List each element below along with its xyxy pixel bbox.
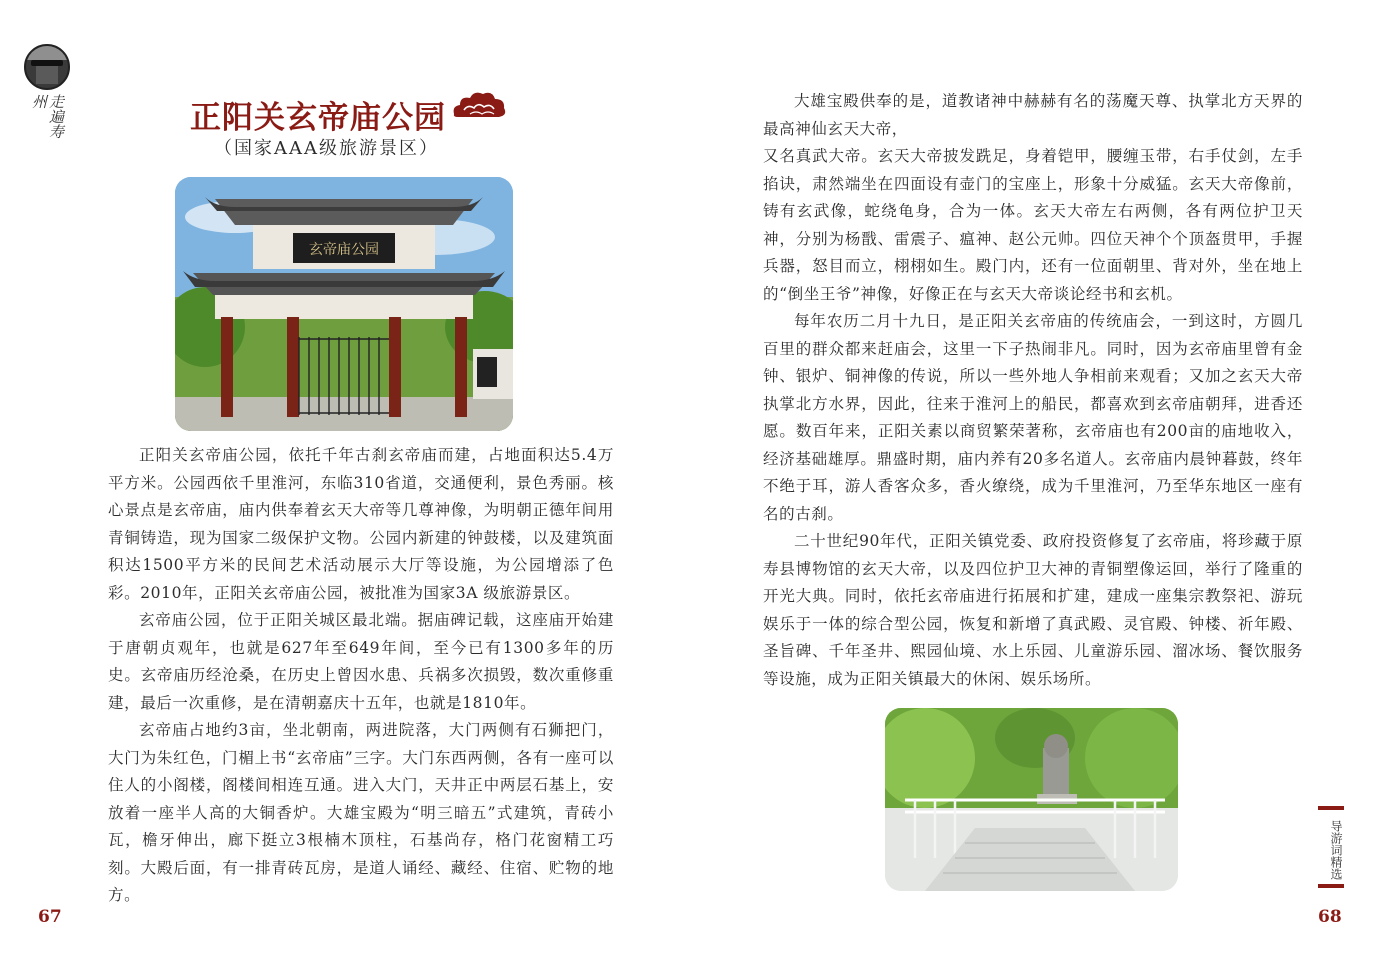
paragraph: 二十世纪90年代，正阳关镇党委、政府投资修复了玄帝庙，将珍藏于原寿县博物馆的玄天大帝，以及四位护卫大神的青铜塑像运回，举行了隆重的开光大典。同时，依托玄帝庙进行拓展和扩建，建成一座集宗教祭祀、游玩娱乐于一体的综合型公园，恢复和新增了真武殿、灵官殿、钟楼、祈年殿、圣旨碑、千年圣井、熙园仙境、水上乐园、儿童游乐园、溜冰场、餐饮服务等设施，成为正阳关镇最大的休闲、娱乐场所。 [763, 532, 1303, 688]
paragraph: 正阳关玄帝庙公园，依托千年古刹玄帝庙而建，占地面积达5.4万平方米。公园西依千里淮河，东临310省道，交通便利，景色秀丽。核心景点是玄帝庙，庙内供奉着玄天大帝等几尊神像，为明朝正德年间用青铜铸造，现为国家二级保护文物。公园内新建的钟鼓楼，以及建筑面积达1500平方米的民间艺术活动展示大厅等设施，为公园增添了色彩。2010年，正阳关玄帝庙公园，被批准为国家3A 级旅游景区。 [108, 446, 614, 602]
right-body-text [763, 88, 1303, 693]
temple-illustration [885, 708, 1178, 891]
page-title: 正阳关玄帝庙公园 [190, 100, 446, 136]
logo-text: 走遍寿州 [30, 94, 65, 139]
page-number-right: 68 [1318, 907, 1342, 927]
section-tab: 导游词精选 [1318, 806, 1344, 888]
page-number-left: 67 [38, 907, 62, 927]
logo-emblem [24, 44, 70, 90]
paragraph: 玄帝庙公园，位于正阳关城区最北端。据庙碑记载，这座庙开始建于唐朝贞观年，也就是627年至649年间，至今已有1300多年的历史。玄帝庙历经沧桑，在历史上曾因水患、兵祸多次损毁，数次重修重建，最后一次重修，是在清朝嘉庆十五年，也就是1810年。 [108, 611, 614, 712]
paragraph: 玄帝庙占地约3亩，坐北朝南，两进院落，大门两侧有石狮把门，大门为朱红色，门楣上书“玄帝庙”三字。大门东西两侧，各有一座可以住人的小阁楼，阁楼间相连互通。进入大门，天井正中两层石基上，安放着一座半人高的大铜香炉。大雄宝殿为“明三暗五”式建筑，青砖小瓦，檐牙伸出，廊下挺立3根楠木顶柱，石基尚存，格门花窗精工巧刻。大殿后面，有一排青砖瓦房，是道人诵经、藏经、住宿、贮物的地方。 [108, 721, 614, 904]
paragraph: 又名真武大帝。玄天大帝披发跣足，身着铠甲，腰缠玉带，右手仗剑，左手掐诀，肃然端坐在四面设有壶门的宝座上，形象十分威猛。玄天大帝像前，铸有玄武像，蛇绕龟身，合为一体。玄天大帝左右两侧，各有两位护卫天神，分别为杨戬、雷震子、瘟神、赵公元帅。四位天神个个顶盔贯甲，手握兵器，怒目而立，栩栩如生。殿门内，还有一位面朝里、背对外，坐在地上的“倒坐王爷”神像，好像正在与玄天大帝谈论经书和玄机。 [763, 147, 1303, 303]
paragraph: 每年农历二月十九日，是正阳关玄帝庙的传统庙会，一到这时，方圆几百里的群众都来赶庙会，这里一下子热闹非凡。同时，因为玄帝庙里曾有金钟、银炉、铜神像的传说，所以一些外地人争相前来观看；又加之玄天大帝执掌北方水界，因此，往来于淮河上的船民，都喜欢到玄帝庙朝拜，进香还愿。数百年来，正阳关素以商贸繁荣著称，玄帝庙也有200亩的庙地收入，经济基础雄厚。鼎盛时期，庙内养有20多名道人。玄帝庙内晨钟暮鼓，终年不绝于耳，游人香客众多，香火缭绕，成为千里淮河，乃至华东地区一座有名的古刹。 [763, 312, 1303, 523]
paragraph: 大雄宝殿供奉的是，道教诸神中赫赫有名的荡魔天尊、执掌北方天界的最高神仙玄天大帝， [763, 92, 1303, 138]
auspicious-cloud-icon [450, 88, 508, 124]
page-subtitle: （国家AAA级旅游景区） [214, 138, 439, 159]
gate-illustration [175, 177, 513, 431]
temple-statue-photo [885, 708, 1178, 891]
gate-sign: 玄帝庙公园 [309, 242, 379, 258]
series-logo [24, 44, 70, 148]
temple-gate-photo [175, 177, 513, 431]
left-body-text [108, 442, 614, 910]
